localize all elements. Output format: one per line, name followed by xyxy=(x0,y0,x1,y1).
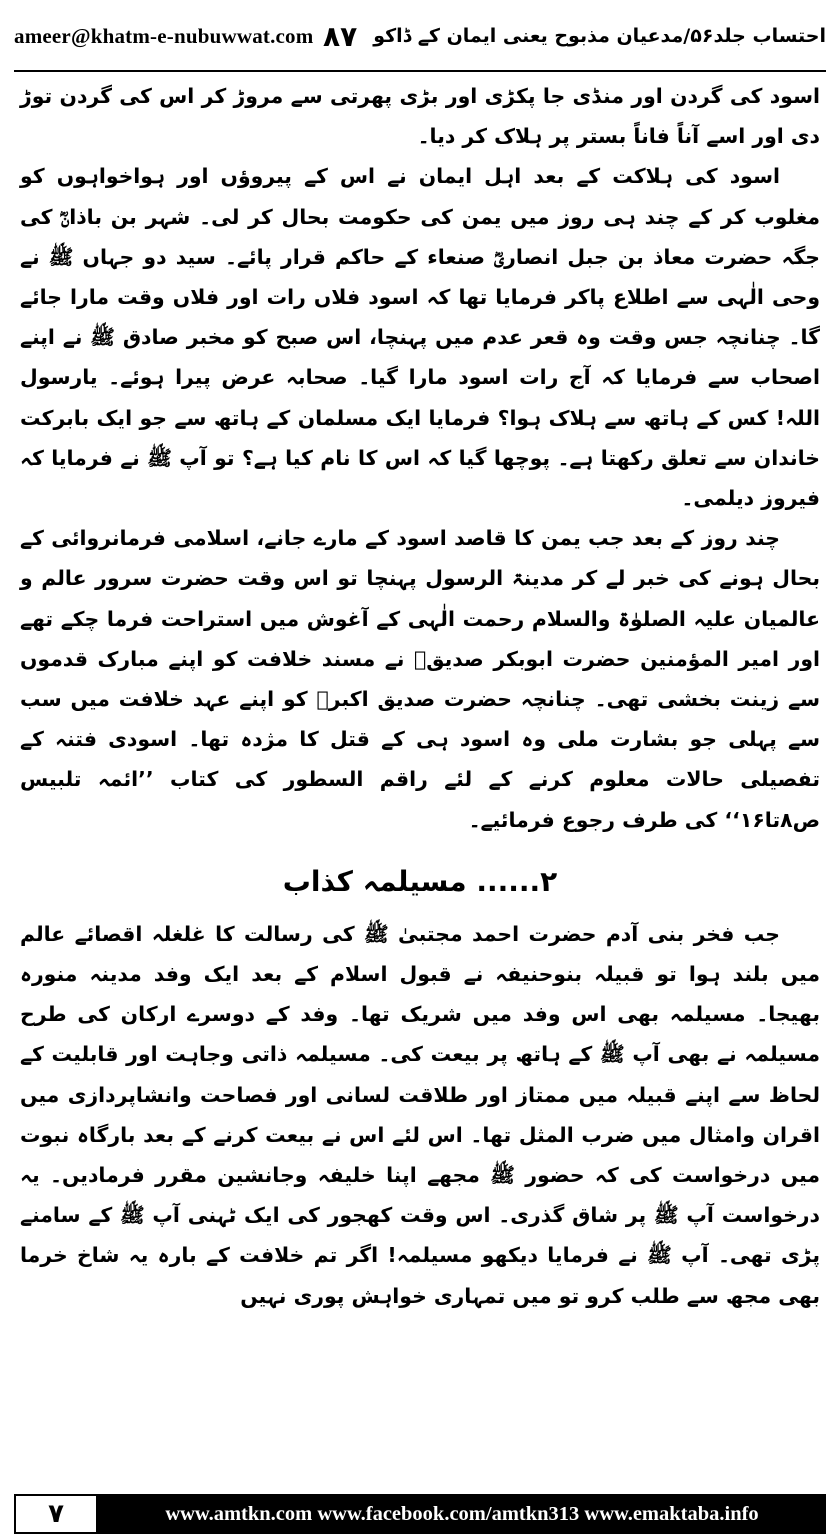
paragraph-4: جب فخر بنی آدم حضرت احمد مجتبیٰ ﷺ کی رسالت کا غلغلہ اقصائے عالم میں بلند ہوا تو قبیلہ بنوحنیفہ نے قبول اسلام کے بعد ایک وفد مدینہ منورہ بھیجا۔ مسیلمہ بھی اس وفد میں شریک تھا۔ وفد کے دوسرے ارکان کی طرح مسیلمہ نے بھی آپ ﷺ کے ہاتھ پر بیعت کی۔ مسیلمہ ذاتی وجاہت اور قابلیت کے لحاظ سے اپنے قبیلہ میں ممتاز اور طلاقت لسانی اور فصاحت وانشاپردازی میں اقران وامثال میں ضرب المثل تھا۔ اس لئے اس نے بیعت کرنے کے بعد بارگاہ نبوت میں درخواست کی کہ حضور ﷺ مجھے اپنا خلیفہ وجانشین مقرر فرمادیں۔ یہ درخواست آپ ﷺ پر شاق گذری۔ اس وقت کھجور کی ایک ٹہنی آپ ﷺ کے سامنے پڑی تھی۔ آپ ﷺ نے فرمایا دیکھو مسیلمہ! اگر تم خلافت کے بارہ یہ شاخ خرما بھی مجھ سے طلب کرو تو میں تمہاری خواہش پوری نہیں xyxy=(20,921,820,1308)
page-number: ۸۷ xyxy=(323,19,358,53)
section-heading: ۲...... مسیلمہ کذاب xyxy=(282,864,558,898)
footer-links: www.amtkn.com www.facebook.com/amtkn313 www.emaktaba.info xyxy=(165,1502,759,1525)
body-text xyxy=(20,76,820,1316)
page-header xyxy=(14,8,826,64)
footer-badge: ۷ xyxy=(14,1494,98,1534)
header-rule xyxy=(14,70,826,72)
header-email: ameer@khatm-e-nubuwwat.com xyxy=(14,23,314,48)
header-right xyxy=(323,20,826,53)
paragraph-3: چند روز کے بعد جب یمن کا قاصد اسود کے مارے جانے، اسلامی فرمانروائی کے بحال ہونے کی خبر لے کر مدینۃ الرسول پہنچا تو اس وقت حضرت سرور عالم و عالمیان علیہ الصلوٰۃ والسلام رحمت الٰہی کے آغوش میں استراحت فرما چکے تھے اور امیر المؤمنین حضرت ابوبکر صدیقؓ نے مسند خلافت کو اپنے مبارک قدموں سے زینت بخشی تھی۔ چنانچہ حضرت صدیق اکبرؓ کو اپنے عہد خلافت میں سب سے پہلی جو بشارت ملی وہ اسود ہی کے قتل کا مژدہ تھا۔ اسودی فتنہ کے تفصیلی حالات معلوم کرنے کے لئے راقم السطور کی کتاب ’’ائمہ تلبیس ص۸تا۱۶‘‘ کی طرف رجوع فرمائیے۔ xyxy=(20,526,820,832)
footer-bar xyxy=(14,1494,826,1534)
header-title: احتساب جلد۵۶/مدعیان مذبوح یعنی ایمان کے ڈاکو xyxy=(373,25,826,47)
paragraph-1: اسود کی گردن اور منڈی جا پکڑی اور بڑی پھرتی سے مروڑ کر اس کی گردن توڑ دی اور اسے آناً فاناً بستر پر ہلاک کر دیا۔ xyxy=(20,84,820,149)
paragraph-2: اسود کی ہلاکت کے بعد اہل ایمان نے اس کے پیروؤں اور ہواخواہوں کو مغلوب کر کے چند ہی روز میں یمن کی حکومت بحال کر لی۔ شہر بن باذانؓ کی جگہ حضرت معاذ بن جبل انصاریؓ صنعاء کے حاکم قرار پائے۔ سید دو جہاں ﷺ نے وحی الٰہی سے اطلاع پاکر فرمایا تھا کہ اسود فلاں رات اور فلاں وقت مارا جائے گا۔ چنانچہ جس وقت وہ قعر عدم میں پہنچا، اس صبح کو مخبر صادق ﷺ نے اپنے اصحاب سے فرمایا کہ آج رات اسود مارا گیا۔ صحابہ عرض پیرا ہوئے۔ یارسول اللہ! کس کے ہاتھ سے ہلاک ہوا؟ فرمایا ایک مسلمان کے ہاتھ سے جو ایک بابرکت خاندان سے تعلق رکھتا ہے۔ پوچھا گیا کہ اس کا نام کیا ہے؟ تو آپ ﷺ نے فرمایا کہ فیروز دیلمی۔ xyxy=(20,164,820,511)
